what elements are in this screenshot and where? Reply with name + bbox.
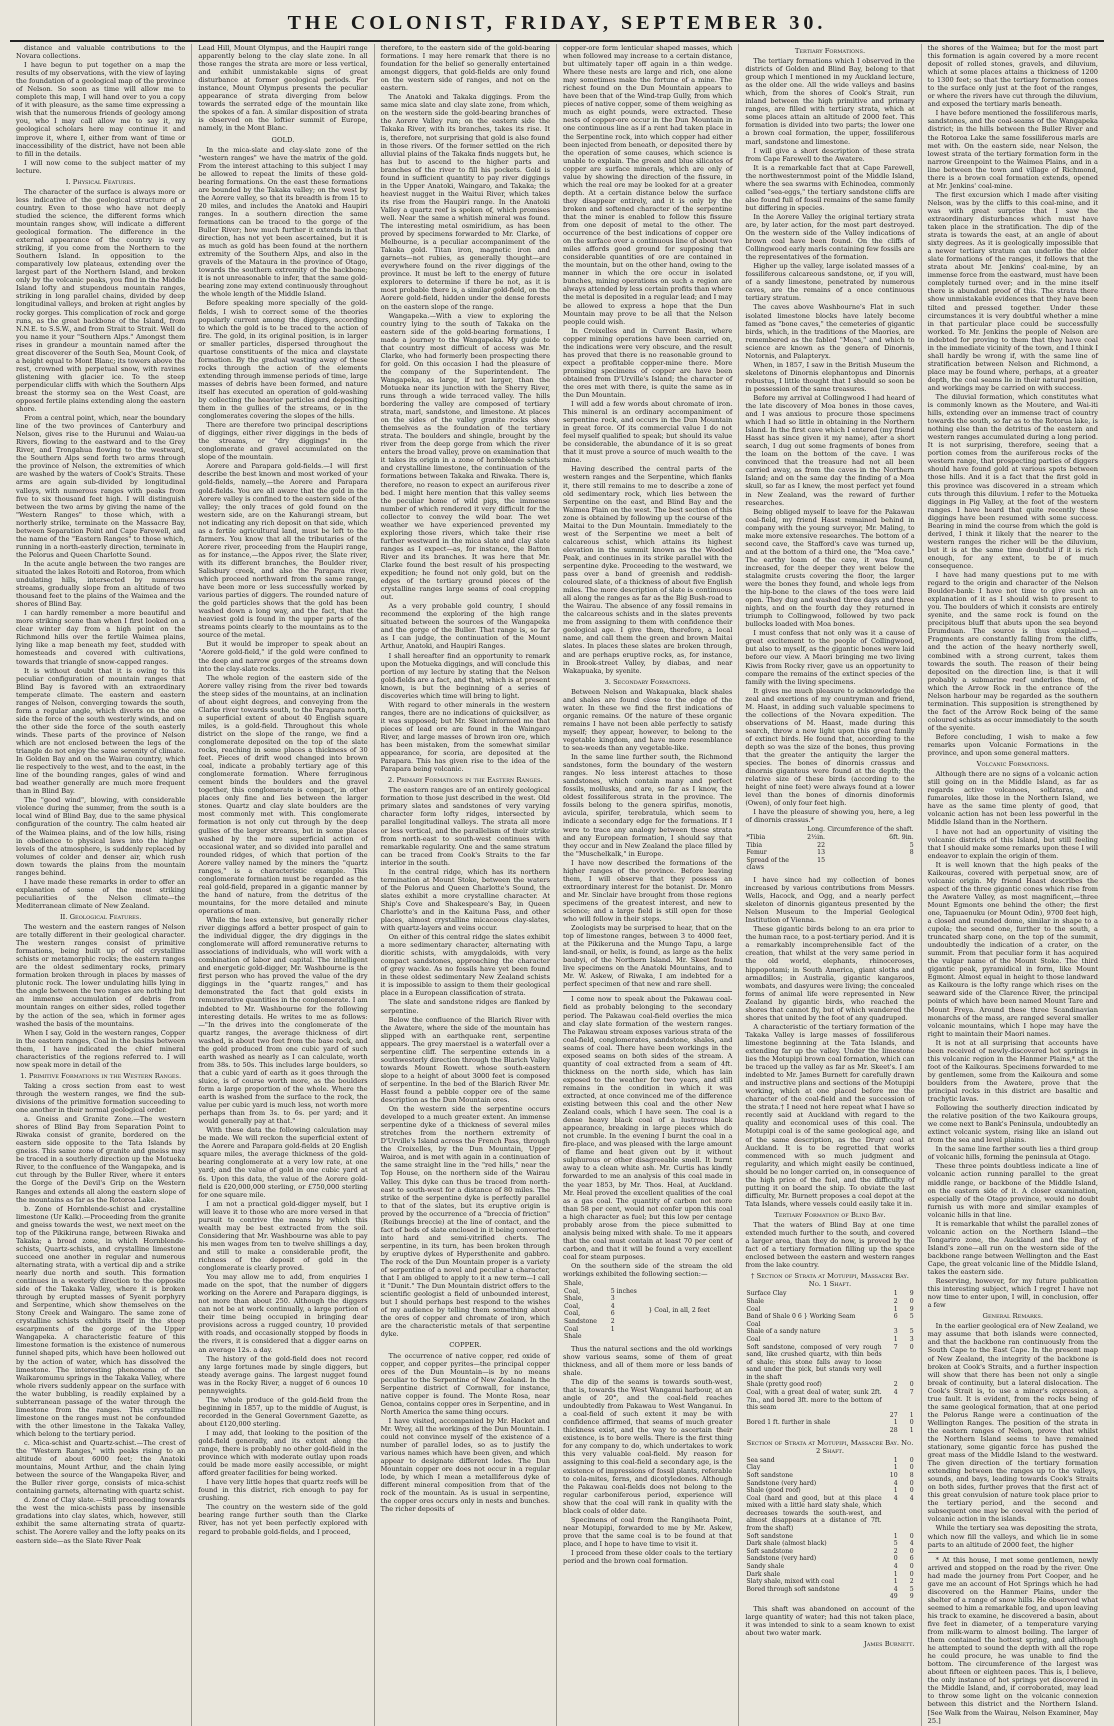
paragraph: distance and valuable contributions to the Novara collections.	[16, 44, 186, 61]
table-row: Soft sandstone 1 0	[746, 1532, 914, 1540]
table-row: Tibia 22 5	[746, 841, 914, 849]
table-row: Shale	[563, 1333, 582, 1341]
paragraph: The occurrence of native copper, red oxide of copper, and copper pyrites—the principal copper ores of the Dun Mountain—is by no means peculiar to the Serpentine of New Zealand. In the Serpentine district of Cornwall, for instance, native copper is found. The Monte Rosa, near Genoa, contains copper ores in Serpentine, and in North America the same thing occurs.	[380, 1351, 550, 1416]
section-heading: † Section of Strata at Motupipi, Massacre Bay. No. 1 Shaft.	[751, 1272, 909, 1289]
table-row: Bored through soft sandstone 4 5	[746, 1585, 914, 1593]
table-row: 28 1	[889, 1427, 914, 1435]
table-row: 49 9	[889, 1593, 914, 1601]
paragraph: It gives me much pleasure to acknowledge the zeal and exertions of my countryman and friend, M. Haast, in adding such valuable specimens to the collections of the Novara expedition. The observations of M. Haast, made during this search, throw a new light upon this great family of extinct birds. He found that, according to the depth so was the size of the bones, thus proving that the greater the antiquity the larger the species. The bones of dinornis crassus and dinornis giganteus were found at the depth; the relative size of these birds (according to the height of nine feet) were always found at a lower level than the bones of dinornis dinoformis (Owen), of only four feet high.	[745, 686, 915, 808]
table-row: Sandstone (very hard) 4 0	[746, 1479, 914, 1487]
section-heading: II. Geological Features.	[59, 912, 142, 921]
paragraph: Lead Hill, Mount Olympus, and the Haupiri range apparently belong to the clay slate zone. In all those ranges the strata are more or less vertical, and exhibit unmistakable signs of great disturbance at former geological periods. For instance, Mount Olympus presents the peculiar appearance of strata diverging from below towards the serrated edge of the mountain like the spokes of a fan. A similar disposition of strata is observed on the loftier summit of Europe, namely, in the Mont Blanc.	[198, 44, 368, 133]
table-row: Dark shale 1 0	[746, 1570, 914, 1578]
paragraph: Higher up the valley, large isolated masses of a fossiliferous calcareous sandstone, or, if you will, of a sandy limestone, penetrated by numerous caves, are the remains of a once continuous tertiary stratum.	[745, 262, 915, 303]
paragraph: The whole produce of the gold-field from the beginning in 1857, up to the middle of August, is recorded in the General Government Gazette, as about £120,000 sterling.	[198, 1395, 368, 1428]
paragraph: I shall hereafter find an opportunity to remark upon the Motueka diggings, and will conclude this portion of my lecture by stating that the Nelson gold-fields are a fact, and that, which is at present known, is but the beginning of a series of discoveries which time will bring to light.	[380, 651, 550, 700]
paragraph: c. Mica-schist and Quartz-schist.—The crest of the "Western Ranges," with peaks rising to an altitude of about 6000 feet; the Anatoki mountains, Mount Arthur, and the chain lying between the source of the Wangapeka River, and the Buller river gorge, consists of mica-schist containing garnets, alternating with quartz schist.	[16, 1438, 186, 1496]
paragraph: That the waters of Blind Bay at one time extended much further to the south, and covered a larger area, than they do now, is proved by the fact of a tertiary formation filling up the space enclosed between the eastern and western ranges from the lake country.	[745, 1220, 915, 1270]
paragraph: In the same line further south, the Richmond sandstones, form the boundary of the western ranges. No less interest attaches to those sandstones, which contain many and perfect fossils, mollusks, and are, so far as I know, the oldest fossiliferous strata in the province. The fossils belong to the genera spirifus, monotis, avicula, spirifer, terebratula, which seem to indicate a secondary edge for the formations. If I were to trace any analogy between these strata and any European formation, I should say that they occur and in New Zealand the place filled by the "Muschelkalk," in Europe.	[562, 753, 733, 858]
paragraph: On the southern side of the stream the old workings exhibited the following section:—	[562, 1261, 733, 1279]
paragraph: I will now come to the subject matter of my lecture.	[16, 158, 186, 175]
paragraph: The "good wind", blowing, with considerable violence during the summer, from the south is a local wind of Blind Bay, due to the same physical configuration of the country. The calm heated air of the Waimea plains, and of the low hills, rising in obedience to physical laws into the higher levels of the atmosphere, is suddenly replaced by volumes of colder and denser air, which rush down towards the plains from the mountain ranges behind.	[16, 796, 186, 877]
table-row: Shale, 3	[563, 1295, 615, 1303]
divider	[928, 1552, 1098, 1553]
table-row: Sandstone 2	[563, 1318, 615, 1326]
paragraph: With these data the following calculation may be made. We will reckon the superficial extent of the Aorere and Parapara gold-fields at 20 English square miles, the average thickness of the gold-bearing conglomerate at a very low rate, at one yard; and the value of gold in one cubic yard at 6s. Upon this data, the value of the Aorere gold-field is £20,000,000 sterling, or £750,000 sterling for one square mile.	[198, 1126, 368, 1199]
section-heading: Tertiary Formation of Blind Bay.	[774, 1210, 886, 1219]
table-row: Coal, with a great deal of water, sunk 2ft. 7in., and bored 3ft. more to the bottom of this seam 4 7	[746, 1389, 914, 1412]
paragraph: I have now described the formations of the higher ranges of the province. Before leaving them, I will observe that they possess an extraordinary interest for the botanist. Dr. Monro and Mr. Sinclair have brought from those regions specimens of the greatest interest, and new to science; and a large field is still open for those who will follow in their steps.	[562, 858, 733, 924]
table-row: Band of Shale 0 6 } Working Seam 6 5	[746, 1313, 914, 1321]
paragraph: I may add, that looking to the position of the gold-field generally, and its extent along the range, there is probably no other gold-field in the province which with moderate outlay upon roads could be made more easily accessible, or might afford greater facilities for being worked.	[198, 1428, 368, 1478]
masthead	[10, 6, 1104, 42]
section-heading: Section of Strata at Motupipi, Massacre Bay. No. 2 Shaft.	[746, 1438, 914, 1455]
table-row: Coal, 5 inches	[563, 1287, 637, 1295]
paragraph: Thus the natural sections and the old workings show various seams, some of them of great thickness, and all of them more or less bands of shale.	[562, 1344, 733, 1377]
paragraph: I have had many questions put to me with regard to the origin and character of the Nelson Boulder-bank: I have not time to give such an explanation of it as I should wish to present to you. The boulders of which it consists are entirely syenite, and the same rock is found on the precipitous bluff that abuts upon the sea beyond Drumduan. The source is thus explained,—Fragments are constantly falling from the cliffs, and the action of the heavy northerly swell, combined with a strong current, takes them towards the south. The reason of their being deposited on the direction line, is that it will probably a submarine reef underlies them, of which the Arrow Rock in the entrance of the Nelson harbour may be regarded as the southern termination. This supposition is strengthened by the fact of the Arrow Rock being of the same coloured schists as occur immediately to the south of the syenite.	[927, 571, 1098, 732]
paragraph: I must confess that not only was it a cause of great excitement to the people of Collingwood, but also to myself, as the gigantic bones were laid before our view. A Maori bringing me two living Kiwis from Rocky river, gave us an opportunity to compare the remains of the extinct species of the family with the living specimens.	[745, 629, 915, 686]
paragraph: The Anatoki and Takaka diggings. From the same mica slate and clay slate zone, from which, on the western side the gold-bearing branches of the Aorere Valley run; on the eastern side the Takaka River, with its branches, takes its rise. It is, therefore, not surprising that gold is also found in those rivers. Of the former settled on the rich alluvial plains of the Takaka finds nuggets but, he has but to ascend to the higher parts and branches of the river to fill his pockets. Gold is found in sufficient quantity to pay river diggings in the Upper Anatoki, Waingaro, and Takaka; the heaviest nugget in the Waitui River, which takes its rise from the Haupiri range. In the Anatoki Valley a quartz reef is spoken of, which promises well. Near the same a whitish mineral was found. The interesting metal osmiridium, as has been proved by specimens forwarded to Mr. Clarke, of Melbourne, is a peculiar accompaniment of the Takaka gold. Titan iron, magnetic iron and garnets—not rubies, as generally thought—are everywhere found on the river diggings of the province. It must be left to the energy of future explorers to determine if there be not, as it is most probable there is, a similar gold-field, on the Aorere gold-field, hidden under the dense forests on the eastern slope of the range.	[380, 93, 550, 311]
paragraph: Taking a cross section from east to west through the western ranges, we find the sub-divisions of the primitive formation succeeding to one another in their normal geological order.	[16, 1081, 186, 1115]
paragraph: These three points doubtless indicate a line of volcanic action running parallel to the great middle range, or backbone of the Middle Island, on the eastern side of it. A closer examination, especially of the Otago province, would no doubt furnish us with more and similar examples of volcanic hills in that line.	[927, 1162, 1098, 1219]
columns	[10, 44, 1104, 1725]
paragraph: When, in 1857, I saw in the British Museum the skeletons of Dinornis elephantopus and Dinornis robustus, I little thought that I should so soon be in possession of the same treasures.	[745, 360, 915, 393]
table-row: Clay 1 0	[746, 1464, 914, 1472]
table-row: Spread of the claws 15	[746, 856, 826, 872]
paragraph: I have made these remarks in order to offer an explanation of some of the most striking peculiarities of the Nelson climate—the Mediterranean climate of New Zealand.	[16, 877, 186, 910]
table-row: Soft sandstone 2 0	[746, 1547, 914, 1555]
paragraph: From a central point, which, near the boundary line of the two provinces of Canterbury and Nelson, gives rise to the Hurunui and Waiau-ua Rivers, flowing to the eastward and to the Grey River, and Trongahua flowing to the westward, the Southern Alps send forth two arms through the province of Nelson, the extremities of which are washed by the waters of Cook's Straits. These arms are again sub-divided by longitudinal valleys, with numerous ranges with peaks from five to six thousand feet high. I will distinguish between the two arms by giving the name of the "Western Ranges" to those which, with a northerly strike, terminate on the Massacre Bay, between Separation Point and Cape Farewell, and the name of the "Eastern Ranges" to those which, running in a north-easterly direction, terminate in the Pelorus and Queen Charlotte Sound.	[16, 414, 186, 559]
paragraph: the shores of the Waimea; but for the most part this formation is again covered by a more recent deposit of rolled stones, gravels, and diluvium, which at some places attains a thickness of 1200 to 1300 feet; so that the tertiary formation comes to the surface only just at the foot of the ranges, or where the rivers have cut through the diluvium, and exposed the tertiary marls beneath.	[927, 44, 1098, 109]
paragraph: In the central ridge, which has its northern termination at Mount Stoke, between the waters of the Pelorus and Queen Charlotte's Sound, the slates exhibit a more crystalline character. At Ship's Cove and Shakespeare's Bay, in Queen Charlotte's and in the Kaituna Pass, and other places, almost crystalline micaceous clay-slates, with quartz-layers and veins occur.	[380, 867, 550, 933]
signature: James Burnett.	[864, 1640, 915, 1649]
divider	[563, 991, 732, 992]
paragraph: I proceed from these older coals to the tertiary period and the brown coal formation.	[562, 1549, 733, 1566]
paragraph: I come now to speak about the Pakawau coal-field as probably belonging to the secondary period. The Pakawau coal-field overlies the mica and clay slate formation of the western ranges. The Pakawau stream exposes various strata of the coal-field, conglomerates, sandstone, shales, and seams of coal. There have been workings in the exposed seams on both sides of the stream. A quantity of coal extracted from a seam of 4ft. thickness on the north side, which has lain exposed to the weather for two years, and still remains in the condition in which it was extracted, at once convinced me of the difference existing between this coal and the other New Zealand coals, which I have seen. The coal is a dense heavy black coal of a lustrous black appearance, breaking in large pieces which do not crumble. In the evening I burnt the coal in a fire-place, and was pleased with the large amount of flame and heat given out by it without sulphurous or other disagreeable smell. It burnt away to a clean white ash. Mr. Curtis has kindly forwarded to me an analysis of this coal made in the year 1853, by Mr. Thos. Heal, at Auckland. Mr. Heal proved the excellent qualities of the coal as a gas coal. The quantity of carbon not more than 58 per cent, would not confer upon this coal a high character as fuel; but this low per centage probably arose from the piece submitted to analysis being mixed with shale. To me it appears that the coal must contain at least 70 per cent of carbon, and that it will be found a very excellent coal for steam purposes.	[562, 995, 733, 1261]
table-row: Coal (hard and good, but at this place mixed with a little hard slaty shale, which decreases towards the south-west, and almost disappears at a distance of 7ft. from the shaft) 4 4	[746, 1494, 914, 1533]
paragraph: The slate and sandstone ridges are flanked by serpentine.	[380, 998, 550, 1015]
paragraph: Below the confluence of the Blarich River with the Awatere, where the side of the mountain has slipped with an earthquake rent, serpentine appears. The grey maerstael is a waterfall over a serpentine cliff. The serpentine extends in a southwesterly direction through the Blarich Valley towards Mount Rowett. whose south-eastern slope to a height of about 3000 feet is composed of serpentine. In the bed of the Blarich River Mr. Hasst found a pebble copper ore of the same description as the Dun Mountain ores.	[380, 1015, 550, 1105]
paragraph: These gigantic birds belong to an era prior to the human race, to a post-tertiary period. And it is a remarkably incomprehensible fact of the creation, that whilst at the very same period in the old world, elephants, rhinoceroses, hippopotami; in South America, giant sloths and armadillos; in Australia, gigantic kangaroos, wombats, and dasyures were living; the concealed forms of animal life were represented in New Zealand by gigantic birds, who reached the shores that cannot fly, but of which wandered the shores that united by the foot of any quadruped.	[745, 925, 915, 1022]
paragraph: In the mica-slate and clay-slate zone of the "western ranges" we have the matrix of the gold. From the interest attaching to this subject I may be allowed to repeat the limits of these gold-bearing formations. On the east these formations are bounded by the Takaka valley; on the west by the Aorere valley, so that its breadth is from 15 to 20 miles, and includes the Anatoki and Haupiri ranges. In a southern direction the same formations can be traced to the gorge of the Buller River; how much further it extends in that direction, has not yet been ascertained, but it is as much as gold has been found at the northern extremity of the Southern Alps, and also in the gravels of the Mataura in the province of Otago, towards the southern extremity of the backbone; it is not unreasonable to infer, that the same gold-bearing zone may extend continuously throughout the whole length of the Middle Island.	[198, 145, 368, 299]
paragraph: I have begun to put together on a map the results of my observations, with the view of laying the foundation of a geological map of the province of Nelson. So soon as time will allow me to complete this map, I will hand over to you a copy of it with pleasure, as the same time expressing a wish that the numerous friends of geology among you, who I may call allow me to say it, my geological scholars here may continue it and improve it, where I, either from want of time or inaccessibility of the district, have not been able to fill in the details.	[16, 61, 186, 158]
paragraph: I can hardly remember a more beautiful and more striking scene than when I first looked on a clear winter day from a high point on the Richmond hills over the fertile Waimea plains, lying like a map beneath my feet, studded with homesteads and covered with cultivations, towards that triangle of snow-capped ranges.	[16, 609, 186, 666]
table-row: Coal 1 9	[746, 1305, 914, 1313]
paragraph: It is a remarkable fact that at Cape Farewell, the northwesternmost point of the Middle Island, where the sea swarms with Echinodea, commonly called "sea-eggs," the tertiary sandstone cliffs are also found full of fossil remains of the same family but differing in species.	[745, 163, 915, 212]
table-row: Slaty shale, mixed with coal 1 2	[746, 1578, 914, 1586]
paragraph: In the earlier geological era of New Zealand, we may assume that both islands were connected, and that the backbone ran continuously from the South Cape to the East Cape. In the present map of New Zealand, the integrity of the backbone is broken at Cook's Straits, and a further inspection will show that there has been not only a single break of continuity, but a lateral dislocation. The Cook's Strait is, to use a miner's expression, a true fault. It is evident, from the rocks being of the same geological formation, that at one period the Pelorus Range were a continuation of the Wellington Ranges. The position of the strata in the eastern ranges of Nelson, prove that whilst the Northern Island seems to have remained stationary, some gigantic force has pushed the great mass of the Middle Island to the westward. The given direction of the tertiary formation extending between the ranges up to the valleys, sounds, and bays, leading towards Cook's Straits on both sides, further proves that the first act of this great convulsion of nature took place prior to the tertiary period, and the second and subsequent one may be coeval with the period of volcanic action in the islands.	[927, 1322, 1098, 1524]
table-header-row: Long. Circumference of the shaft.	[807, 826, 914, 834]
paragraph: With regard to other minerals in the western ranges, there are no indications of quicksilver, as it was supposed; but Mr. Skeet informed me that pieces of lead ore are found in the Waingaro River, and large masses of brown iron ore, which has been mistaken, from the somewhat similar appearance, for scoria, are deposited at the Parapara. This has given rise to the idea of the Parapara being volcanic.	[380, 700, 550, 774]
paragraph: While the tertiary sea was depositing the strata, which now fill the valleys, and which lie in some parts to an altitude of 2000 feet, the higher	[927, 1524, 1098, 1549]
paragraph: It is not at all surprising that accounts have been received of newly-discovered hot springs in this volcanic region in the Hanmer Plains,* at the foot of the Kaikouras. Specimens forwarded to me by gentlemen, some from the Kaikoura and some boulders from the Awatere, prove that the principal rocks in this district are basaltic and trachytic lavas.	[927, 1038, 1098, 1104]
paragraph: This shaft was abandoned on account of the large quantity of water; had this not taken place, it was intended to sink to a seam known to exist about two water mark.	[745, 1605, 915, 1638]
paragraph: You may allow me to add, from enquiries I made on the spot, that the number of diggers working on the Aorere and Parapara diggings, is not more than about 250. Although the diggers can not be at work continually, a large portion of their time being occupied in bringing dear provisions across a rugged country, 10 provided with roads, and occasionally stopped by floods in the rivers, it is considered that a digger earns on an average 12s. a day.	[198, 1273, 368, 1354]
paragraph: I will give a short description of these strata from Cape Farewell to the Awatere.	[745, 146, 915, 163]
paragraph: Before my arrival at Collingwood I had heard of the late discovery of Moa bones in those caves, and I was anxious to procure those specimens which I had so little in obtaining in the Northern Island. In the first cave which I entered (my friend Hasst has since given it my name), after a short search, I dug out some fragments of bones from the loam on the bottom of the cave. I was convinced that the treasure had not all been carried away, as from the caves in the Northern Island; and on the same day the finding of a Moa skull, so far as I knew, the most perfect yet found in New Zealand, was the reward of further researches.	[745, 393, 915, 507]
table-row: Shale, } Coal, in all, 2 feet	[563, 1280, 710, 1314]
masthead-title: THE COLONIST, FRIDAY, SEPTEMBER 30.	[287, 11, 827, 34]
section-heading: 3. Secondary Formations.	[604, 677, 691, 686]
table-row: Shale (pretty good roof) 2 0	[746, 1381, 914, 1389]
table-row: *Tibia 2½in. 6ft. 9in.	[746, 834, 914, 842]
table-row: Dark shale (almost black) 5 4	[746, 1540, 914, 1548]
section-heading: General Remarks.	[982, 1312, 1044, 1321]
paragraph: The character of the surface is always more or less indicative of the geological structure of a country. Even to those who have not deeply studied the science, the different forms which mountain ranges show, will indicate a different geological formation. The difference in the external appearance of the country is very striking, if you come from the Northern to the Southern Island. In opposition to the comparatively low plateaus, extending over the largest part of the Northern Island, and broken only by the volcanic peaks, you find in the Middle Island lofty and stupendous mountain ranges, striking in long parallel chains, divided by deep longitudinal valleys, and broken at right angles by rocky gorges. This complication of rock and gorge runs, as the great backbone of the Island, from N.N.E. to S.S.W., and from Strait to Strait. Well do you name it your "Southern Alps." Amongst them rises in grandeur a mountain named after the great discoverer of the South Sea, Mount Cook, of a height equal to Mont Blanc; its towers above the rest, crowned with perpetual snow, with ravines glistening with glacier ice. To the steep perpendicular cliffs with which the Southern Alps breast the stormy sea on the West Coast, are opposed fertile plains extending along the eastern shore.	[16, 187, 186, 414]
section-heading: GOLD.	[271, 135, 295, 144]
section-heading: Tertiary Formations.	[794, 47, 866, 55]
paragraph: In the acute angle between the two ranges are situated the lakes Rotoiti and Rotoroa, from which undulating hills, intersected by numerous streams, gradually slope from an altitude of two thousand feet to the plains of the Waimea and the shores of Blind Bay.	[16, 559, 186, 609]
paragraph: d. Zone of Clay slate.—Still proceeding towards the west the mica-schists pass by insensible gradations into clay slates, which, however, still exhibit the same alternating strata of quartz-schist. The Aorere valley and the lofty peaks on its eastern side—as the Slate River Peak	[16, 1496, 186, 1545]
table-row: Shale of a sandy nature 3 5	[746, 1328, 914, 1336]
paragraph: As a very probable gold country, I should recommend the exploring of the high range situated between the sources of the Wangapeka and the gorge of the Buller. That range is, so far as I can judge, the continuation of the Mount Arthur, Anatoki, and Haupiri Ranges.	[380, 602, 550, 651]
paragraph: In the same line farther south lies a third group of volcanic hills, forming the peninsula at Otago.	[927, 1145, 1098, 1162]
column-1	[10, 44, 192, 1726]
paragraph: A characteristic of the tertiary formation of the Takaka Valley is large masses of fossiliferous limestone beginning at the Tata Islands, and extending far up the valley. Under the limestone lies the Motupipi brown coal formation, which can be traced up the valley as far as Mr. Skeet's. I am indebted to Mr. James Burnett for carefully drawn and instructive plans and sections of the Motupipi working, which at one placed before me the character of the coal-field and the succession of the strata.† I need not here repeat what I have so recently said at Auckland with regard to the quality and economical uses of this coal. The Motupipi coal is of the same geological age, and of the same description, as the Drury coal at Auckland. It is to be regretted that works commenced with so much judgment and regularity, and which might easily be continued, should be no longer carried on, in consequence of the high price of the fuel, and the difficulty of putting it on board the ship. To obviate the last difficulty, Mr. Burnett proposes a coal depot at the Tata Islands, where vessels could easily take it in.	[745, 1022, 915, 1208]
column-4	[557, 44, 739, 1726]
paragraph: Specimens of coal from the Rangihaeta Point, near Motupipi, forwarded to me by Mr. Askew, prove that the same coal is to be found at that place, and I hope to have time to visit it.	[562, 1515, 733, 1548]
paragraph: The dip of the seams is towards south-west, that is, towards the West Wanganui harbour, at an angle of 20°, and the coal-field reaches undoubtedly from Pakawau to West Wanganui. In a coal-field of such extent it may be with confidence affirmed, that seams of much greater thickness exist, and the way to ascertain their existence, is to bore wells. There is the first thing for any company to do, which undertakes to work this very valuable coal-field. My reason for assigning to this coal-field a secondary age, is the existence of impressions of fossil plants, referable to cola-mites, ferns, and dicotyledones. Although the Pakawau coal-fields does not belong to the regular carboniferous period, experience will show that the coal will rank in quality with the black coals of older date.	[562, 1378, 733, 1515]
paragraph: Wangapeka.—With a view to exploring the country lying to the south of Takaka on the eastern side of the gold-bearing formations, I made a journey to the Wangapeka. My guide to that country most difficult of access was Mr. Clarke, who had formerly been prospecting there for gold. On this occasion I had the pleasure of the company of the Superintendent. The Wangapeka, as large, if not larger, than the Motueka near its junction with the Sherry River, runs through a wide terraced valley. The hills bordering the valley are composed of tertiary strata, marl, sandstone, and limestone. At places on the sides of the valley granite rocks show themselves as the foundation of the tertiary strata. The boulders and shingle, brought by the river from the deep gorge from which the river enters the broad valley, prove on examination that it takes its origin in a zone of hornblende schists and crystalline limestone, the continuation of the formations between Takaka and Riwaka. There is, therefore, no reason to expect an auriferous river bed. I might here mention that this valley seems the peculiar home of wild pigs, the immense number of which rendered it very difficult for the collector to convey the wild boar. The wet weather we have experienced prevented my exploring those rivers, which take their rise further westward in the mica slate and clay slate ranges as I expect—as, for instance, the Batton River and its branches. It was here that Mr. Clarke found the best result of his prospecting expedition; he found not only gold, but on the edges of the tertiary ground pieces of the crystalline ranges large seams of coal cropping out.	[380, 311, 550, 602]
paragraph: The caves above Washbourne's Flat in such isolated limestone blocks have lately become famed as "bone caves," the cemeteries of gigantic birds, which, in the traditions of the Maories, are remembered as the fabled "Moas," and which to science are known as the genera of Dinornis, Notornis, and Palapteryx.	[745, 303, 915, 360]
paragraph: On the western side the serpentine occurs developed to a much greater extent. An immense serpentine dyke of a thickness of several miles stretches from the northern extremity of D'Urville's Island across the French Pass, through the Croixelles, by the Dun Mountain, Upper Wairoa, and is met with again in a continuation of the same straight line in the "red hills," near the Top House, on the northern side of the Wairau Valley. This dyke can thus be traced from north-east to south-west for a distance of 80 miles. The strike of the serpentine dyke is perfectly parallel to that of the slates, but its eruptive origin is proved by the occurrence of a "breccia of friction" (Reibungs breccie) at the line of contact, and the fact of beds of slate enclosed in it being converted into hard and semi-vitrified cherts. The serpentine, in its turn, has been broken through by eruptive dykes of Hypersthenite and gabbro. The rock of the Dun Mountain proper is a variety of serpentine of a novel and peculiar a character, that I am obliged to apply to it a new term—I call it "Dunit." The Dun Mountain district offers to the scientific geologist a field of unbounded interest, but I should perhaps best respond to the wishes of my audience by telling them something about the ores of copper and chromate of iron, which are the characteristic metals of that serpentine dyke.	[380, 1105, 550, 1339]
column-2	[192, 44, 374, 1726]
strata-section-table	[745, 1290, 914, 1434]
table-row: Surface Clay 1 9	[746, 1290, 914, 1298]
paragraph: I have visited, accompanied by Mr. Hacket and Mr. Wrey, all the workings of the Dun Mountain. I could not convince myself of the existence of a number of parallel lodes, so as to justify the various names which have been given, and which appear to designate different lodes. The Dun Mountain copper ore does not occur in a regular lode, by which I mean a metalliferous dyke of different mineral composition from that of the rock of the mountain. As is usual in serpentine, the copper ores occurs only in nests and bunches. The richer deposits of	[380, 1416, 550, 1514]
paragraph: Having described the central parts of the western ranges and the Serpentine, which flanks it, there still remains to me to describe a zone of old sedimentary rock, which lies between the Serpentine on the east, and Blind Bay and the Waimea Plain on the west. The best section of this zone is obtained by following up the course of the Maitai to the Dun Mountain. Immediately to the west of the Serpentine we meet a belt of calcareous schist, which attains its highest elevation in the summit known as the Wooded Peak, and continues in its strike parallel with the serpentine dyke. Proceeding to the westward, we pass over a band of greenish and reddish-coloured slate, of a thickness of about five English miles. The more description of slate is continuous all along the ranges as far as the Big Bush-road to the Wairau. The absence of any fossil remains in the calcareous schists and in the slates prevents me from assigning to them with confidence their geological age. I give them, therefore, a local name, and call them the green and brown Maitai slates. In places these slates are broken through, and are perhaps eruptive rocks, as, for instance, in Brook-street Valley, by diabas, and near Wakapuaka, by syenite.	[562, 465, 733, 675]
paragraph: * At this house, I met some gentlemen, newly arrived and stopped on the road by the river. One had made the journey from Port Cooper, and he gave me an account of Hot Springs which he had discovered on the Hanmer Plains, under the shelter of a range of snow hills. He observed what seemed to him a remarkable fog, and upon leaving his track to examine, he discovered a basin, about five feet in diameter, of a temperature varying from milk-warm to almost boiling. The larger of them contained the hottest spring, and although he attempted to sound the depth with all the rope he could procure, he was unable to find the bottom. The circumference of the largest was about fifteen or eighteen paces. This is, I believe, the only instance of hot springs yet discovered in the Middle Island, and, if corroborated, may lead to throw some light on the volcanic connexion between this district and the Northern Island. [See Walk from the Wairau, Nelson Examiner, May 25.]	[927, 1555, 1098, 1725]
paragraph: Being obliged myself to leave for the Pakawau coal-field, my friend Hasst remained behind in company with the young surveyor, Mr. Maling, to make more extensive researches. The bottom of a second cave, the Stafford's cave was turned up, and at the bottom of a third one, the "Moa cave." The earthy loam of the cave, it was found, increased, for the deeper they went below the stalagmite crusts covering the floor, the larger were the bones they found, and whole legs from the hip-bone to the claws of the toes were laid open. They dug and washed three days and three nights, and on the fourth day they returned in triumph to Collingwood, followed by two pack bullocks loaded with Moa bones.	[745, 507, 915, 629]
paragraph: Aorere and Parapara gold-fields.—I will first describe the best known and most worked of your gold-fields, namely,—the Aorere and Parapara gold-fields. You are all aware that the gold in the Aorere valley is confined to the eastern side of the valley; the only traces of gold found on the western side, are on the Kahurangi stream, but not indicating any rich deposit on that side, which as a fertile agricultural land, must be left to the farmers. You know that all the tributaries of the Aorere river, proceeding from the Haupiri range, as for instance,—the Appos river, the Slate river, with its different branches, the Boulder river, Salisbury creek, and also the Parapara river, which proceed northward from the same range, have been more or less successfully worked by various parties of diggers. The rounded nature of the gold particles shows that the gold has been washed down a long way, and the fact, that the heaviest gold is found in the upper parts of the streams points clearly to the mountains as to the source of the metal.	[198, 462, 368, 640]
paragraph: I have since had my collection of bones increased by various contributions from Messrs. Wells, Hacock, and Ogg, and a nearly perfect skeleton of dinornis giganteus presented by the Nelson Museum to the Imperial Geological Institution of Vienna.	[745, 876, 915, 925]
table-row: Femur 13 8	[746, 849, 914, 857]
paragraph: Before speaking more specially of the gold-fields, I wish to correct some of the theories popularly current among the diggers, according to which the gold is to be traced to the action of fire. The gold, in its original position, is in larger or smaller particles, dispersed throughout the quartose constituents of the mica and claystate formation. By the gradual wasting away of these rocks through the action of the elements extending through immense periods of time, large masses of debris have been formed, and nature itself has executed an operation of gold-washing by collecting the heavier particles and depositing them in the gullies of the streams, or in the conglomerates covering the slopes of the hills.	[198, 299, 368, 421]
paragraph: therefore, to the eastern side of the gold-bearing formations. I may here remark that there is no foundation for the belief so generally entertained amongst diggers, that gold-fields are only found on the western side of ranges, and not on the eastern.	[380, 44, 550, 93]
section-heading: COPPER.	[449, 1341, 482, 1350]
paragraph: The country on the western side of the gold bearing range further south than the Clarke River, has not yet been perfectly explored with regard to probable gold-fields, and I proceed,	[198, 1503, 368, 1536]
table-row: Sandy shale 4 0	[746, 1563, 914, 1571]
paragraph: The whole region of the eastern side of the Aorere valley rising from the river bed towards the steep sides of the mountains, at an inclination of about eight degrees, and conveying from the Clarke river towards south, to the Parapara north, a superficial extent of about 40 English square miles, is a gold-field. Throughout this whole district on the slope of the range, we find a conglomerate deposited on the top of the slate rocks, reaching in some places a thickness of 30 feet. Pieces of drift wood changed into brown coal, indicate a probably tertiary age of this conglomerate formation. Where ferruginous cement binds the boulders and the gravel together, this conglomerate is compact, in other places only fine and lies between the larger stones. Quartz and clay slate boulders are the most commonly met with. This conglomerate formation is not only cut through by the deep gullies of the larger streams, but in some places washed by the more superficial action of occasional water, and so divided into parallel and rounded ridges, of which that portion of the Aorere valley named by the miners the "quartz ranges," is a characteristic example. This conglomerate formation must be regarded as the real gold-field, prepared in a gigantic manner by the hand of nature, from the detritus of the mountains, for the more detailed and minute operations of man.	[198, 673, 368, 915]
paragraph: I have the pleasure of showing you, here, a leg of dinornis crassus.*	[745, 808, 915, 825]
table-row: Shale (good roof) 1 0	[746, 1487, 914, 1495]
paragraph: The history of the gold-field does not record any large fortunes made by single diggers, but steady average gains. The largest nugget found was in the Rocky River, a nugget of 6 ounces 10 pennyweights.	[198, 1354, 368, 1395]
paragraph: The tertiary formations which I observed in the districts of Golden and Blind Bay, belong to that group which I mentioned in my Auckland lecture, as the older one. All the wide valleys and basins which, from the shores of Cook's Strait, run inland between the high primitive and primary ranges, are filled with tertiary strata, which at some places attain an altitude of 2000 feet. This formation is divided into two parts; the lower one a brown coal formation, the upper, fossiliferous marl, sandstone and limestone.	[745, 57, 915, 146]
paragraph: Between Nelson and Wakapuaka, black shales and shales are found close to the edge of the water. In these we find the first indications of organic remains. Of the nature of these organic remains I have not been able perfectly to satisfy myself; they appear, however, to belong to the vegetable kingdom, and have more resemblance to sea-weeds than any vegetable-like.	[562, 687, 733, 753]
coal-section-table	[563, 1280, 732, 1341]
table-row: Bored 1 ft. further in shale 1 0	[746, 1419, 914, 1427]
paragraph: b. Zone of Hornblende-schist and crystalline limestone (Ur Kalk).—Proceeding from the granite and gneiss towards the west, we next meet on the top of the Pikikiruna range, between Riwaka and Takaka; a broad zone, in which Hornblende-schists, Quartz-schists, and crystalline limestone succeed one another in regular and numerous alternating strata, with a vertical dip and a strike nearly due north and south. This formation continues in a westerly direction to the opposite side of the Takaka Valley, where it is broken through by erupted masses of Syenit porphyry and Serpentine, which show themselves on the Stony Creek and Waingaro. The same zone of crystalline schists exhibits itself in the steep escarpments of the gorge of the Upper Wangapeka. A characteristic feature of this limestone formation is the existence of numerous funnel shaped pits, which have been hollowed out by the action of water, which has dissolved the limestone. The interesting phenomena of the Waikaromumu springs in the Takaka Valley, where whole rivers suddenly appear on the surface with the water bubbling, is readily explained by a subterranean passage of the water through the limestone from the ranges. This crystalline limestone on the ranges must not be confounded with the other limestone in the Takaka Valley, which belong to the tertiary period.	[16, 1204, 186, 1438]
paragraph: Although there are no signs of a volcanic action still going on in the Middle Island, as far as regards active volcanoes, solfataras, and fumaroles, like those in the Northern Island, we have as the same time plenty of good, that volcanic action has not been less powerful in the Middle Island than in the Northern.	[927, 770, 1098, 827]
paragraph: While the lees extensive, but generally richer river diggings afford a better prospect of gain to the individual digger, the dry diggings in the conglomerate will afford remunerative returns to associations of individuals, who will work with a combination of labor and capital. The intelligent and energetic gold-digger, Mr. Washbourne is the first person who has proved the value of the dry diggings in the "quartz ranges," and has demonstrated the fact that gold exists in remunerative quantities in the conglomerate. I am indebted to Mr. Washbourne for the following interesting details. He writes to me as follows:—"In the drives into the conglomerate of the quartz ranges, the average thickness of dirt washed, is about two feet from the base rock, and the gold produced from one cubic yard of such earth washed as nearly as I can calculate, worth from 38s. to 50s. This includes large boulders, so that a cubic yard of earth as it goes through the sluice, is of course worth more, as the boulders form a large proportion of the whole. Where the earth is washed from the surface to the rock, the value per cubic yard is much less, not worth more perhaps than from 3s. to 6s. per yard; and it would generally pay at that."	[198, 916, 368, 1126]
paragraph: It is without doubt that it is owing to this peculiar configuration of mountain ranges that Blind Bay is favored with an extraordinary temperate climate. The eastern and eastern ranges of Nelson, converging towards the south, form a regular angle, which diverts on the one side the force of the south westerly winds, and on the other side the force of the south easterly winds. These parts of the province of Nelson which are not enclosed between the legs of the triangle do not enjoy the same serenity of climate. In Golden Bay and on the Wairau country, which lie respectively to the west, and to the east, in the line of the bounding ranges, gales of wind and bad weather generally are much more frequent than in Blind Bay.	[16, 666, 186, 796]
section-heading: 2. Primary Formations in the Eastern Ranges.	[387, 776, 543, 785]
paragraph: Before concluding, I wish to make a few remarks upon Volcanic Formations in the province, and upon some general matters.	[927, 732, 1098, 758]
paragraph: In the Aorere Valley the original tertiary strata are, by later action, for the most part destroyed. On the western side of the Valley indications of brown coal have been found. On the cliffs of Collingwood early marls containing few fossils are the representatives of the formation.	[745, 212, 915, 262]
paragraph: The eastern ranges are of an entirely geological formation to those just described in the west. Old primary slates and sandstones of very varying character form lofty ridges, intersected by parallel longitudinal valleys. The strata all more or less vertical, and the parallelism of their strike from north-east to south-west continues with remarkable regularity. One and the same stratum can be traced from Cook's Straits to the far interior in the south.	[380, 786, 550, 867]
paragraph: a. Gneiss and Granite Zone.—The western shores of Blind Bay from Separation Point to Riwaka consist of granite, bordered on the eastern side opposite to the Tata Islands by gneiss. This same zone of granite and gneiss may be traced in a southerly direction up the Motueka River, to the confluence of the Wangapeka, and is cut through by the Buller River, where it enters the Gorge of the Devil's Grip on the Western Ranges and extends all along the eastern slope of the mountains as far as the Rotoroa Lake.	[16, 1115, 186, 1204]
table-row: Shale 2 0	[746, 1297, 914, 1305]
strata-section-table	[745, 1457, 914, 1601]
paragraph: Following the southerly direction indicated by the relative position of the two Kaikoura groups, we come next to Bank's Peninsula, undoubtedly an extinct volcanic system, rising like an island out from the sea and level plains.	[927, 1104, 1098, 1145]
column-5	[739, 44, 921, 1726]
column-3	[375, 44, 557, 1726]
paragraph: On either of this central ridge the slates exhibit a more sedimentary character, alternating with dioritic schists, with amygdaloids, with very compact sandstones, approaching the character of grey wacke. As no fossils have yet been found in these oldest sedimentary New Zealand schists it is impossible to assign to them their geological place in a European classification of strata.	[380, 933, 550, 998]
section-heading: Volcanic Formations.	[976, 760, 1050, 769]
column-6	[922, 44, 1104, 1726]
paragraph: When I say, Gold in the western ranges, Copper in the eastern ranges, Coal in the basins between them, I have indicated the chief mineral characteristics of the regions referred to. I will now speak more in detail of the	[16, 1028, 186, 1069]
table-row: Coal 1 3	[746, 1335, 914, 1343]
paragraph: copper-ore form lenticular shaped masses, which when followed may increase to a certain distance, but ultimately taper off again in a thin wedge. Where these nests are large and rich, one alone may sometimes make the fortune of a mine. The richest found on the Dun Mountain appears to have been that of the Wind-trap Gully, from which pieces of native copper, some of them weighing as much as eight pounds, were extracted. These nests of copper-ore occur in the Dun Mountain in one continuous line as if a rent had taken place in the Serpentine rock, into which copper had either been injected from beneath, or deposited there by the operation of some causes, which science is unable to explain. The green and blue silicates of copper are surface minerals, which are only of value by showing the direction of the fissure, in which the real ore may be looked for at a greater depth. At a certain distance below the surface they disappear entirely, and it is only by the broken and softened character of the serpentine that the miner is enabled to follow this fissure from one deposit of metal to the other. The occurrence of the best indications of copper ore on the surface over a continuous line of about two miles affords good ground for supposing that considerable quantities of ore are contained in the mountain, but on the other hand, owing to the manner in which the ore occur in isolated bunches, mining operations on such a region are always attended by less certain profits than where the metal is deposited in a regular lead; and I may be allowed to express a hope that the Dun Mountain may prove to be all that the Nelson people could wish.	[562, 44, 733, 326]
table-row: Coal	[746, 1320, 761, 1328]
section-heading: 1. Primitive Formations in the Western Ranges.	[20, 1071, 182, 1080]
paragraph: The diluvial formation, which constitutes what is commonly known as the Moutere, and Wai-iti hills, extending over an immense tract of country towards the south, so far as to the Rotorua lake, is nothing else than the detritus of the eastern and western ranges accumulated during a long period. It is not surprising, therefore, seeing that a portion comes from the auriferous rocks of the western range, that prospecting parties of diggers should have found gold at various spots between those hills. And it is a fact that the first gold in this province was discovered in a stream which cuts through this diluvium. I refer to the Motueka diggings in Pig Valley, at the foot of the western ranges. I have heard that quite recently these diggings have been resumed with some success. Bearing in mind the course from which the gold is derived, I think it likely that the nearer to the western ranges the richer will be the diluvium, but it is at the same time doubtful if it is rich enough, for any extent, to be of much consequence.	[927, 393, 1098, 570]
paragraph: In Croixelles and in Current Basin, where copper mining operations have been carried on, the indications were very obscure, and the result has proved that there is no reasonable ground to expect a profitable copper-mine there. More promising specimens of copper are have been obtained from D'Urville's Island; the character of the ores met with there, is quite the same as in the Dun Mountain.	[562, 326, 733, 400]
paragraph: The western and the eastern ranges of Nelson are totally different in their geological character. The western ranges consist of primitive formations, being built up of old crystalline schists or metamorphic rocks; the eastern ranges are the oldest sedimentary rocks, primary formation broken through in places by masses of plutonic rock. The lower undulating hills lying in the angle between the two ranges are nothing but an immense accumulation of debris from mountain ranges on either sides, rolled together by the action of the sea, which in former ages washed the basis of the mountains.	[16, 923, 186, 1028]
paragraph: I have not had an opportunity of visiting the volcanic districts of this Island, but still feeling that I should make some remarks upon these I will endeavor to explain the origin of them.	[927, 827, 1098, 860]
paragraph: Zoologists may be surprised to hear, that on the top of limestone ranges, between 3 to 4000 feet, at the Pikikeruna and the Mungo Tapu, a large land-snail, or helix, is found, as large as the helix baubyi, of the Northern Island. Mr. Skeet found live specimens on the Anatoki Mountains, and to Mr. W. Askew, of Riwaka, I am indebted for a perfect specimen of that new and rare shell.	[562, 924, 733, 989]
paragraph: The first excursion which I made after visiting Nelson, was by the cliffs to this coal-mine, and it was with great surprise that I saw the extraordinary disturbances which must have taken place in the stratification. The dip of the strata is towards the east, at an angle of about sixty degrees. As it is geologically impossible that a newer tertiary stratum can underlie the older slate formations of the ranges, it follows that the strata about Mr. Jenkins' coal-mine, by an immense force from the eastward, must have been completely turned over; and in the mine itself there is abundant proof of this. The strata there show unmistakable evidences that they have been tilted and pressed together. Under these circumstances it is very doubtful whether a mine in that particular place could be successfully worked. To Mr. Jenkins the people of Nelson are indebted for proving to them that they have coal in the immediate vicinity of the town, and I think I shall hardly be wrong if, with the same line of stratification between Nelson and Richmond, a place may be found where, perhaps, at a greater depth, the coal seams lie in their natural position, and workings may be carried on with success.	[927, 190, 1098, 392]
paragraph: There are therefore two principal descriptions of diggings, either river diggings in the beds of the streams, or "dry diggings" in the conglomerate and gravel accumulated on the slope of the mountain.	[198, 421, 368, 462]
section-heading: I. Physical Features.	[65, 177, 136, 186]
table-row: 27 1	[889, 1411, 914, 1419]
bone-measurements-table	[745, 826, 914, 872]
table-row: Soft sandstone, composed of very rough sand, like crushed quartz, with thin beds of shale; this stone falls away to loose sand under the pick, but stands very well in the shaft 7 0	[746, 1343, 914, 1381]
paragraph: It is well known that the high peaks of the Kaikouras, covered with perpetual snow, are of volcanic origin. My friend Haast describes the aspect of the three gigantic cones which rise from the Awatere Valley, as most magnificent,—three Mount Egmonts one behind the other; the first one, Tapuaenuku (or Mount Odin), 9700 feet high, a closed and rounded dome, similar in shape to a cupola; the second one, further to the south, a truncated sharp cone, on the top of the summit, undoubtedly the indication of a crater, on the summit. From that peculiar form it has acquired the vulgar name of the Mount Stoke. The third gigantic peak, pyramidical in form, like Mount Egmont. Almost equal in height to those landward as Kaikoura is the lofty range which rises on the seaward side of the Clarence River, the principal points of which have been named Mount Tare and Mount Freya. Around these three Scandinavian monarchs of the mass, are ranged several smaller volcanic mountains, which I hope may have the right to maintain their Maori names.	[927, 860, 1098, 1038]
table-row: Sandstone (very hard) 0 6	[746, 1555, 914, 1563]
paragraph: Reserving, however, for my future publication this interesting subject, which I regret I have not now time to enter upon, I will, in conclusion, offer a few	[927, 1277, 1098, 1310]
paragraph: I have very little hopes that quartz reefs will be found in this district, rich enough to pay for crushing.	[198, 1478, 368, 1503]
paragraph: But it would be improper to speak about an "Aorere gold-field," if the gold were confined to the deep and narrow gorges of the streams down into the clay-slate rocks.	[198, 640, 368, 673]
table-row: Coal, 4	[563, 1302, 615, 1310]
paragraph: I will add a few words about chromate of iron. This mineral is an ordinary accompaniment of serpentine rock, and occurs in the Dun Mountain in great force. Of its commercial value I do not feel myself qualified to speak; but should its value be considerable, the abundance of it is so great that it must prove a source of much wealth to the mine.	[562, 400, 733, 465]
paragraph: It is remarkable that whilst the parallel zones of volcanic action on the Northern Island—the Tongariro zone, the Auckland and the Bay of Island's zone—all run on the western side of the backbone range between Wellington and the East Cape, the great volcanic line of the Middle Island, takes the eastern side.	[927, 1219, 1098, 1277]
paragraph: I have before mentioned the fossiliferous marls, sandstones, and the coal-seams of the Wangapeka district; in the hills between the Buller River and the Rotoroa Lake the same fossiliferous marls are met with. On the eastern side, near Nelson, the lowest strata of the tertiary formation form in the narrow Greenpoint to the Waimea Plains, and in a line between the town and village of Richmond, there is a brown coal formation extends, opened at Mr. Jenkins' coal-mine.	[927, 109, 1098, 190]
table-row: Sea sand 1 0	[746, 1456, 914, 1464]
paragraph: I am not a practical gold-digger myself, but I will leave it to those who are more versed in that pursuit to contrive the means by which this wealth may be best extracted from the soil. Considering that Mr. Washbourne was able to pay his men wages from ten to twelve shillings a day, and still to make a considerable profit, the richness of the deposit of gold in the conglomerate is clearly proved.	[198, 1199, 368, 1273]
table-row: Soft sandstone 10 8	[746, 1471, 914, 1479]
table-row: Coal 1	[563, 1325, 615, 1333]
table-row: Coal, 6	[563, 1310, 615, 1318]
